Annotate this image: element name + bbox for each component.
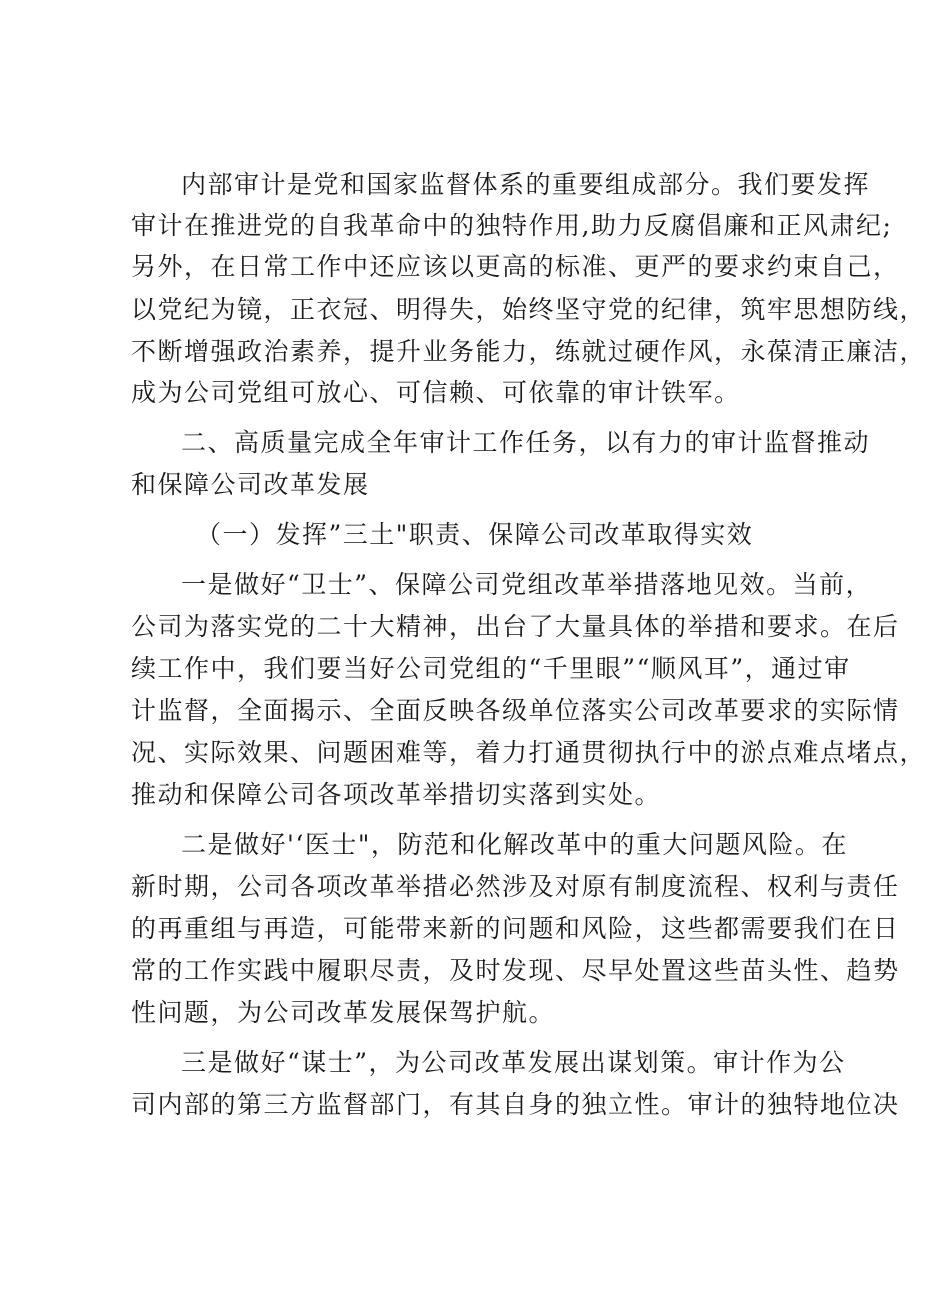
paragraph-line: 续工作中，我们要当好公司党组的“千里眼”“顺风耳”，通过审 <box>131 654 851 683</box>
paragraph-line: 新时期，公司各项改革举措必然涉及对原有制度流程、权利与责任 <box>131 872 900 901</box>
paragraph-line: 另外，在日常工作中还应该以更高的标准、更严的要求约束自己， <box>131 252 900 281</box>
paragraph-line: 三是做好“谋士”，为公司改革发展出谋划策。审计作为公 <box>181 1048 846 1077</box>
paragraph-line: 推动和保障公司各项改革举措切实落到实处。 <box>131 780 662 809</box>
paragraph-line: 不断增强政治素养，提升业务能力，练就过硬作风，永葆清正廉洁， <box>131 337 926 366</box>
paragraph-line: 一是做好“卫士”、保障公司党组改革举措落地见效。当前， <box>181 570 873 599</box>
paragraph-line: 常的工作实践中履职尽责，及时发现、尽早处置这些苗头性、趋势 <box>131 956 900 985</box>
paragraph-line: 公司为落实党的二十大精神，出台了大量具体的举措和要求。在后 <box>131 612 900 641</box>
heading-line: 二、高质量完成全年审计工作任务，以有力的审计监督推动 <box>181 428 871 457</box>
paragraph-line: 成为公司党组可放心、可信赖、可依靠的审计铁军。 <box>131 378 741 407</box>
paragraph-line: 审计在推进党的自我革命中的独特作用,助力反腐倡廉和正风肃纪; <box>131 211 893 240</box>
paragraph-line: 计监督，全面揭示、全面反映各级单位落实公司改革要求的实际情 <box>131 696 900 725</box>
paragraph-line: 内部审计是党和国家监督体系的重要组成部分。我们要发挥 <box>181 170 871 199</box>
subheading-line: （一）发挥”三土"职责、保障公司改革取得实效 <box>196 520 754 549</box>
heading-line: 和保障公司改革发展 <box>131 470 370 499</box>
paragraph-line: 司内部的第三方监督部门，有其自身的独立性。审计的独特地位决 <box>131 1090 900 1119</box>
paragraph-line: 以党纪为镜，正衣冠、明得失，始终坚守党的纪律，筑牢思想防线， <box>131 295 926 324</box>
paragraph-line: 的再重组与再造，可能带来新的问题和风险，这些都需要我们在日 <box>131 914 900 943</box>
paragraph-line: 况、实际效果、问题困难等，着力打通贯彻执行中的淤点难点堵点， <box>131 738 926 767</box>
paragraph-line: 性问题，为公司改革发展保驾护航。 <box>131 998 556 1027</box>
paragraph-line: 二是做好'‘医士"，防范和化解改革中的重大问题风险。在 <box>181 830 848 859</box>
